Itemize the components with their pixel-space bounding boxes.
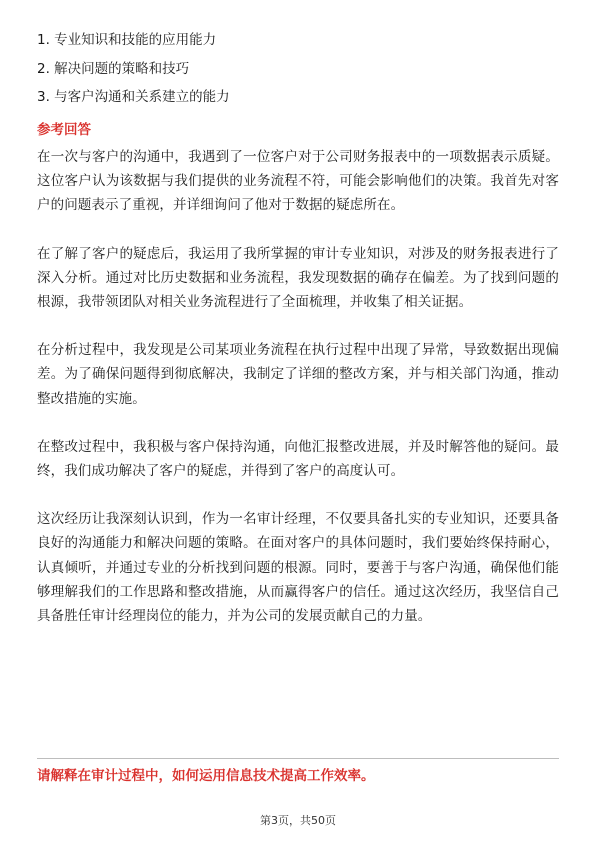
answer-paragraph: 在一次与客户的沟通中，我遇到了一位客户对于公司财务报表中的一项数据表示质疑。这位客户认为该数据与我们提供的业务流程不符，可能会影响他们的决策。我首先对客户的问题表示了重视，并详细询问了他对于数据的疑虑所在。 (37, 149, 559, 214)
answer-paragraph: 在整改过程中，我积极与客户保持沟通，向他汇报整改进展，并及时解答他的疑问。最终，我们成功解决了客户的疑虑，并得到了客户的高度认可。 (37, 438, 559, 480)
next-question: 请解释在审计过程中，如何运用信息技术提高工作效率。 (37, 768, 375, 784)
list-item: 2. 解决问题的策略和技巧 (37, 60, 190, 77)
document-page (37, 0, 559, 842)
answer-paragraph: 这次经历让我深刻认识到，作为一名审计经理，不仅要具备扎实的专业知识，还要具备良好的沟通能力和解决问题的策略。在面对客户的具体问题时，我们要始终保持耐心，认真倾听，并通过专业的分析找到问题的根源。同时，要善于与客户沟通，确保他们能够理解我们的工作思路和整改措施，从而赢得客户的信任。通过这次经历，我坚信自己具备胜任审计经理岗位的能力，并为公司的发展贡献自己的力量。 (37, 511, 559, 625)
page-number: 第3页，共50页 (260, 814, 336, 827)
answer-paragraph: 在了解了客户的疑虑后，我运用了我所掌握的审计专业知识，对涉及的财务报表进行了深入分析。通过对比历史数据和业务流程，我发现数据的确存在偏差。为了找到问题的根源，我带领团队对相关业务流程进行了全面梳理，并收集了相关证据。 (37, 245, 559, 311)
section-divider (37, 758, 559, 759)
list-item: 1. 专业知识和技能的应用能力 (37, 32, 217, 48)
reference-answer-heading: 参考回答 (37, 122, 91, 138)
answer-paragraph: 在分析过程中，我发现是公司某项业务流程在执行过程中出现了异常，导致数据出现偏差。为了确保问题得到彻底解决，我制定了详细的整改方案，并与相关部门沟通，推动整改措施的实施。 (37, 342, 559, 407)
list-item: 3. 与客户沟通和关系建立的能力 (37, 89, 230, 105)
answer-body (37, 145, 559, 652)
ability-list (37, 28, 559, 114)
